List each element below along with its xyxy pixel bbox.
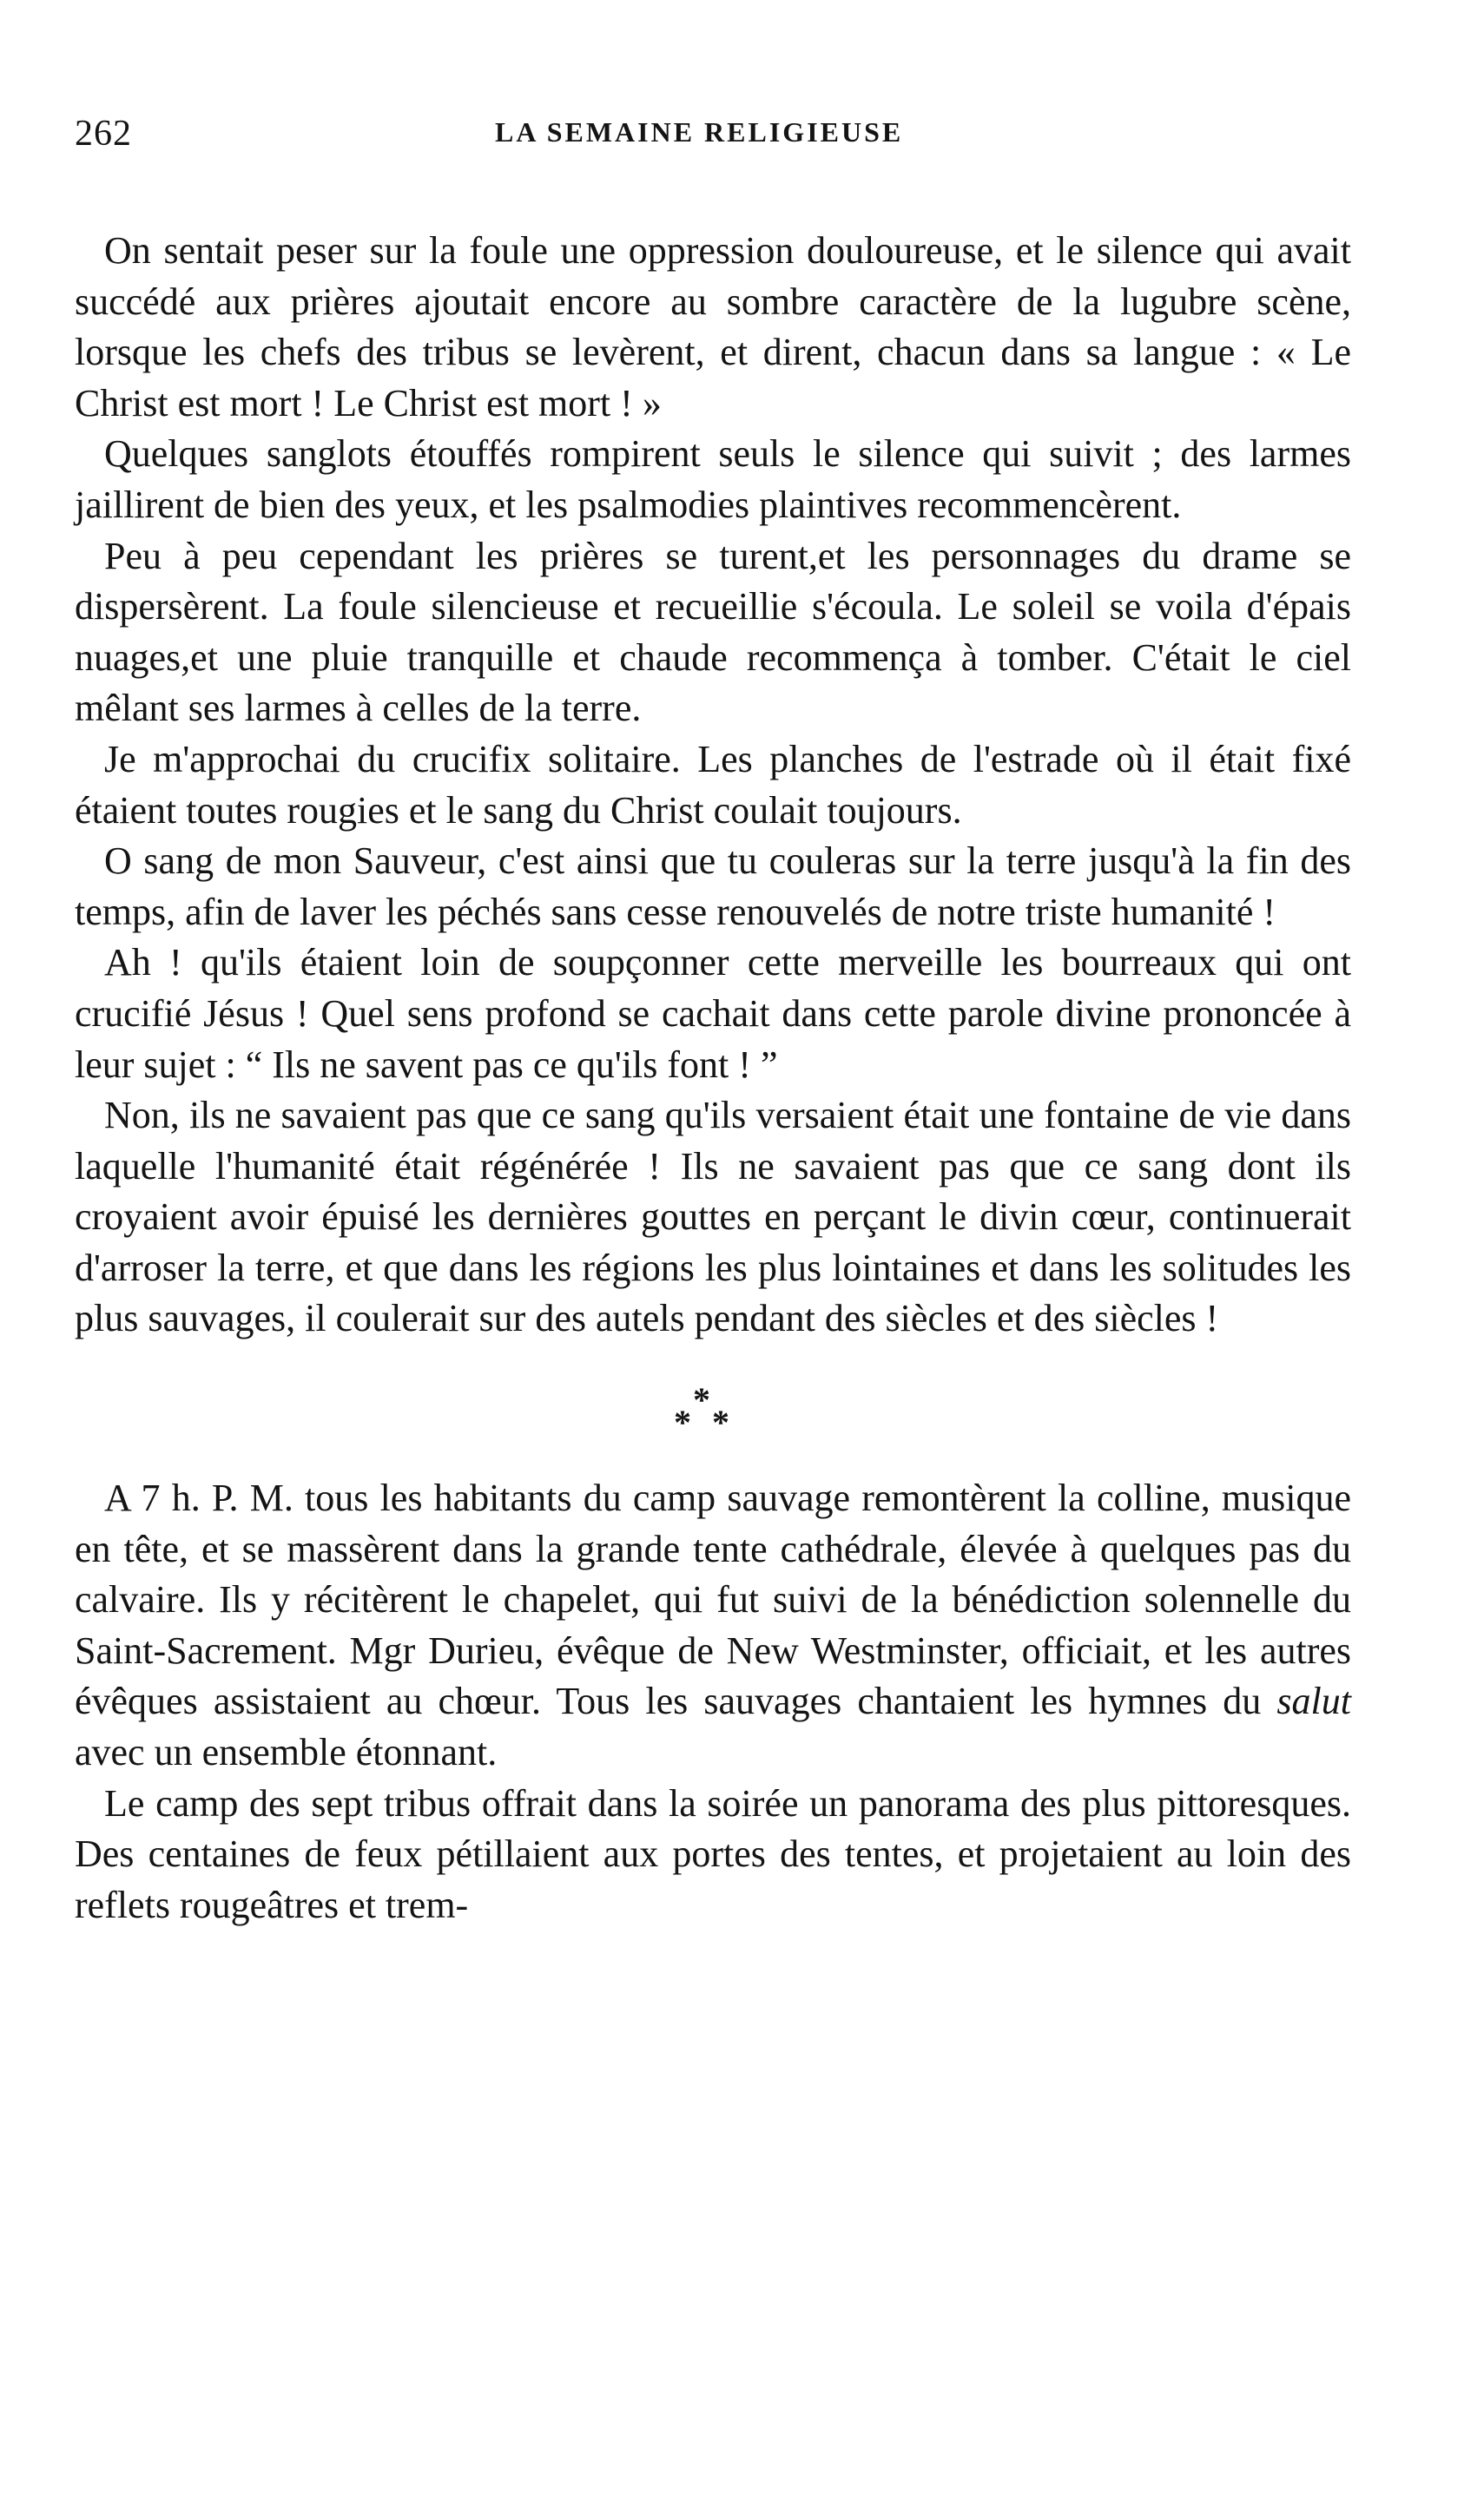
page-header: [75, 113, 1351, 174]
asterism-star: *: [693, 1380, 710, 1420]
paragraph: Ah ! qu'ils étaient loin de soupçonner cette merveille les bourreaux qui ont crucifié Jésus ! Quel sens profond se cachait dans cette parole divine prononcée à leur sujet : “ Ils ne savent pas ce qu'ils font ! ”: [75, 941, 1351, 1086]
paragraph: O sang de mon Sauveur, c'est ainsi que tu couleras sur la terre jusqu'à la fin des temps, afin de laver les péchés sans cesse renouvelés de notre triste humanité !: [75, 839, 1351, 933]
paragraph: Le camp des sept tribus offrait dans la soirée un panorama des plus pittoresques. Des centaines de feux pétillaient aux portes des tentes, et projetaient au loin des reflets rougeâtres et trem-: [75, 1781, 1351, 1926]
paragraph: On sentait peser sur la foule une oppression douloureuse, et le silence qui avait succédé aux prières ajoutait encore au sombre caractère de la lugubre scène, lorsque les chefs des tribus se levèrent, et dirent, chacun dans sa langue : « Le Christ est mort ! Le Christ est mort ! »: [75, 229, 1351, 424]
running-title: LA SEMAINE RELIGIEUSE: [495, 116, 904, 148]
page-number: 262: [75, 114, 132, 154]
body-text: [75, 226, 1351, 1931]
italic-word: salut: [1276, 1680, 1351, 1723]
paragraph: Peu à peu cependant les prières se turent,et les personnages du drame se dispersèrent. La foule silencieuse et recueillie s'écoula. Le soleil se voila d'épais nuages,et une pluie tranquille et chaude recommença à tomber. C'était le ciel mêlant ses larmes à celles de la terre.: [75, 534, 1351, 730]
paragraph: Je m'approchai du crucifix solitaire. Les planches de l'estrade où il était fixé étaient toutes rougies et le sang du Christ coulait toujours.: [75, 737, 1351, 832]
book-page: [75, 113, 1351, 1931]
asterism-section-break: [75, 1352, 1351, 1456]
paragraph: Non, ils ne savaient pas que ce sang qu'ils versaient était une fontaine de vie dans laquelle l'humanité était régénérée ! Ils ne savaient pas que ce sang dont ils croyaient avoir épuisé les dernières gouttes en perçant le divin cœur, continuerait d'arroser la terre, et que dans les régions les plus lointaines et dans les solitudes les plus sauvages, il coulerait sur des autels pendant des siècles et des siècles !: [75, 1094, 1351, 1340]
asterism-star: *: [674, 1403, 691, 1443]
asterism-star: *: [712, 1403, 729, 1443]
paragraph: [75, 1473, 1351, 1779]
paragraph: Quelques sanglots étouffés rompirent seuls le silence qui suivit ; des larmes jaillirent de bien des yeux, et les psalmodies plaintives recommencèrent.: [75, 432, 1351, 526]
paragraph-text: avec un ensemble étonnant.: [75, 1731, 498, 1774]
paragraph-text: A 7 h. P. M. tous les habitants du camp sauvage remontèrent la colline, musique en tête, et se massèrent dans la grande tente cathédrale, élevée à quelques pas du calvaire. Ils y récitèrent le chapelet, qui fut suivi de la bénédiction solennelle du Saint-Sacrement. Mgr Durieu, évêque de New Westminster, officiait, et les autres évêques assistaient au chœur. Tous les sauvages chantaient les hymnes du: [75, 1477, 1351, 1723]
